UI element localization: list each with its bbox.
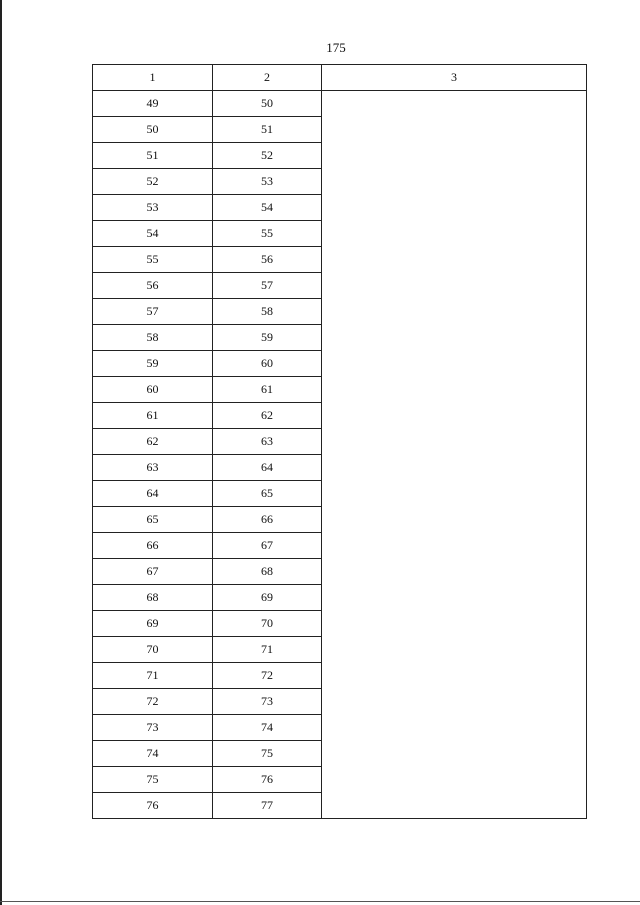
table-cell-col2: 56 [213,247,322,273]
table-cell-col2: 50 [213,91,322,117]
scan-border-bottom [0,901,640,902]
table-cell-col1: 57 [93,299,213,325]
column-header-2: 2 [213,65,322,91]
table-cell-col1: 49 [93,91,213,117]
table-cell-col2: 59 [213,325,322,351]
table-cell-col2: 76 [213,767,322,793]
table-cell-col1: 60 [93,377,213,403]
table-cell-col2: 57 [213,273,322,299]
table-cell-col1: 67 [93,559,213,585]
table-cell-col2: 72 [213,663,322,689]
table-cell-col1: 63 [93,455,213,481]
table-cell-col2: 67 [213,533,322,559]
table-cell-col1: 72 [93,689,213,715]
table-cell-col2: 66 [213,507,322,533]
table-cell-col1: 75 [93,767,213,793]
table-cell-col1: 76 [93,793,213,819]
table-cell-col2: 53 [213,169,322,195]
table-cell-col2: 70 [213,611,322,637]
table-cell-col1: 62 [93,429,213,455]
table-cell-col1: 55 [93,247,213,273]
table-cell-col1: 65 [93,507,213,533]
table-cell-col1: 53 [93,195,213,221]
table-cell-col1: 66 [93,533,213,559]
table-cell-col2: 51 [213,117,322,143]
table-cell-col1: 70 [93,637,213,663]
table-cell-col2: 71 [213,637,322,663]
page-number: 175 [326,40,346,55]
table-cell-col2: 61 [213,377,322,403]
table-cell-col2: 60 [213,351,322,377]
table-cell-col1: 73 [93,715,213,741]
table-body [93,91,587,819]
table-header-row [93,65,587,91]
table-cell-col1: 56 [93,273,213,299]
table-cell-col2: 62 [213,403,322,429]
table-cell-col2: 54 [213,195,322,221]
table-cell-col1: 59 [93,351,213,377]
table-cell-col1: 52 [93,169,213,195]
table-cell-col2: 63 [213,429,322,455]
table-cell-col1: 61 [93,403,213,429]
table-cell-col1: 74 [93,741,213,767]
table-cell-col1: 68 [93,585,213,611]
table-row [93,91,587,117]
table-cell-col2: 64 [213,455,322,481]
data-table [92,64,587,819]
table-cell-col1: 50 [93,117,213,143]
table-cell-col1: 71 [93,663,213,689]
column-header-3: 3 [322,65,587,91]
table-cell-col2: 75 [213,741,322,767]
table-cell-col2: 74 [213,715,322,741]
table-cell-col2: 69 [213,585,322,611]
column-header-1: 1 [93,65,213,91]
table-cell-col1: 64 [93,481,213,507]
table-cell-col1: 54 [93,221,213,247]
table-cell-col2: 58 [213,299,322,325]
table-cell-col1: 69 [93,611,213,637]
table-cell-col2: 73 [213,689,322,715]
table-cell-col3-empty [322,91,587,819]
table-cell-col2: 55 [213,221,322,247]
table-cell-col2: 65 [213,481,322,507]
table-cell-col1: 51 [93,143,213,169]
table-cell-col2: 68 [213,559,322,585]
table-cell-col1: 58 [93,325,213,351]
table-cell-col2: 77 [213,793,322,819]
table-cell-col2: 52 [213,143,322,169]
scan-border-left [0,0,2,905]
